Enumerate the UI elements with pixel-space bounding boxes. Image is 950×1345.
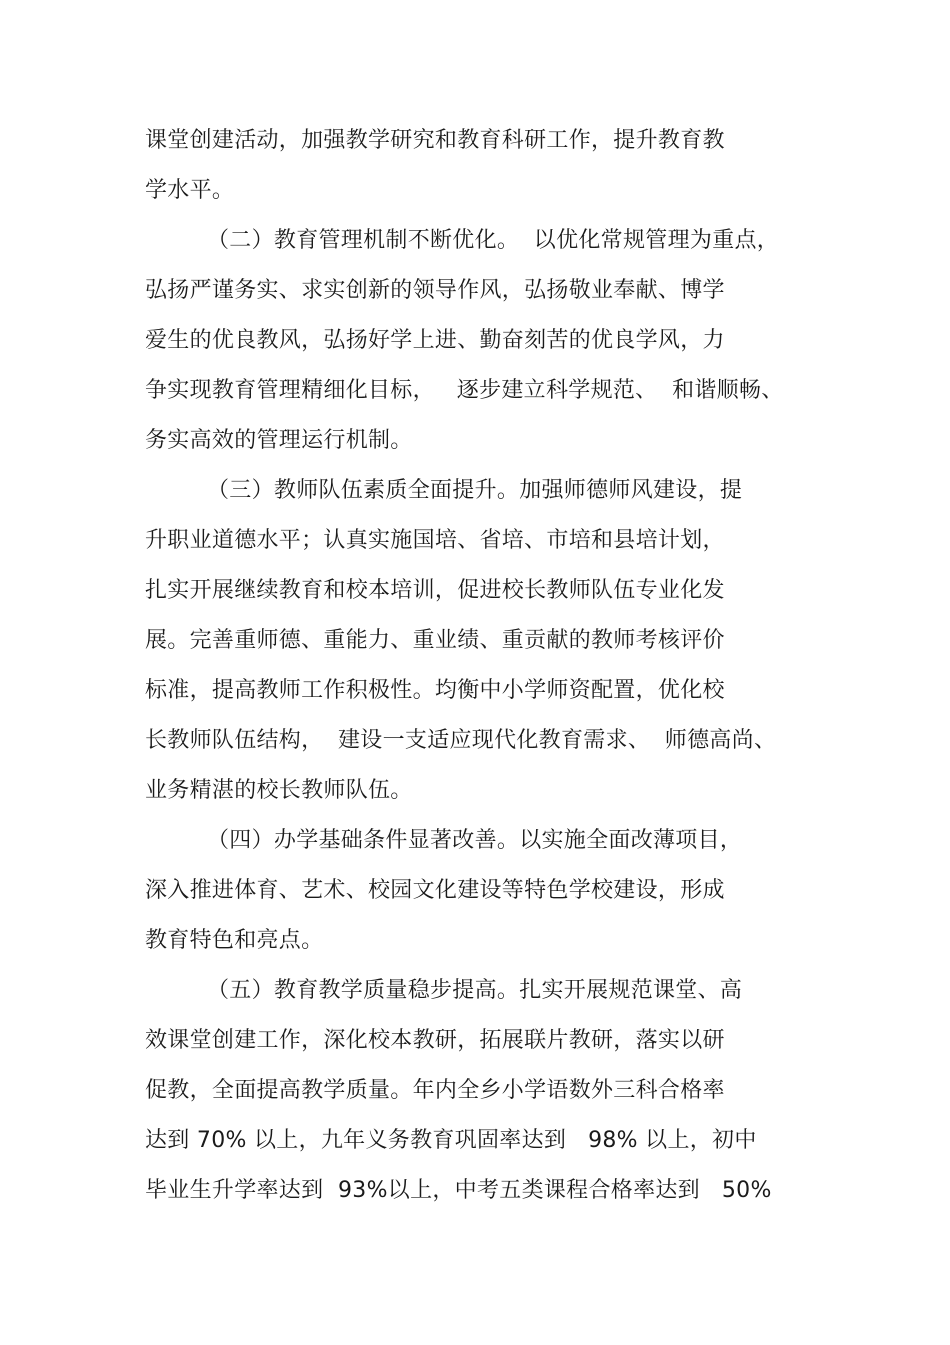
paragraph-line: 教育特色和亮点。	[145, 928, 324, 953]
section-heading-line: （五）教育教学质量稳步提高。扎实开展规范课堂、高	[207, 978, 743, 1003]
paragraph-line: 学水平。	[145, 178, 235, 203]
paragraph-line: 展。完善重师德、重能力、重业绩、重贡献的教师考核评价	[145, 628, 725, 653]
paragraph-line: 爱生的优良教风，弘扬好学上进、勤奋刻苦的优良学风，力	[145, 328, 725, 353]
paragraph-line: 务实高效的管理运行机制。	[145, 428, 413, 453]
paragraph-line: 业务精湛的校长教师队伍。	[145, 778, 413, 803]
paragraph-line: 促教，全面提高教学质量。年内全乡小学语数外三科合格率	[145, 1078, 725, 1103]
paragraph-line: 效课堂创建工作，深化校本教研，拓展联片教研，落实以研	[145, 1028, 725, 1053]
paragraph-line: 达到 70% 以上，九年义务教育巩固率达到 98% 以上，初中	[145, 1128, 757, 1153]
section-heading-line: （三）教师队伍素质全面提升。加强师德师风建设，提	[207, 478, 743, 503]
paragraph-line: 标准，提高教师工作积极性。均衡中小学师资配置，优化校	[145, 678, 725, 703]
section-heading-line: （四）办学基础条件显著改善。以实施全面改薄项目，	[207, 828, 743, 853]
paragraph-line: 升职业道德水平；认真实施国培、省培、市培和县培计划，	[145, 528, 725, 553]
paragraph-line: 弘扬严谨务实、求实创新的领导作风，弘扬敬业奉献、博学	[145, 278, 725, 303]
paragraph-line: 课堂创建活动，加强教学研究和教育科研工作，提升教育教	[145, 128, 725, 153]
paragraph-line: 深入推进体育、艺术、校园文化建设等特色学校建设，形成	[145, 878, 725, 903]
paragraph-line: 扎实开展继续教育和校本培训，促进校长教师队伍专业化发	[145, 578, 725, 603]
paragraph-line: 毕业生升学率达到 93%以上，中考五类课程合格率达到 50%	[145, 1178, 772, 1203]
section-heading-line: （二）教育管理机制不断优化。 以优化常规管理为重点，	[207, 228, 780, 253]
paragraph-line: 争实现教育管理精细化目标， 逐步建立科学规范、 和谐顺畅、	[145, 378, 784, 403]
paragraph-line: 长教师队伍结构， 建设一支适应现代化教育需求、 师德高尚、	[145, 728, 777, 753]
